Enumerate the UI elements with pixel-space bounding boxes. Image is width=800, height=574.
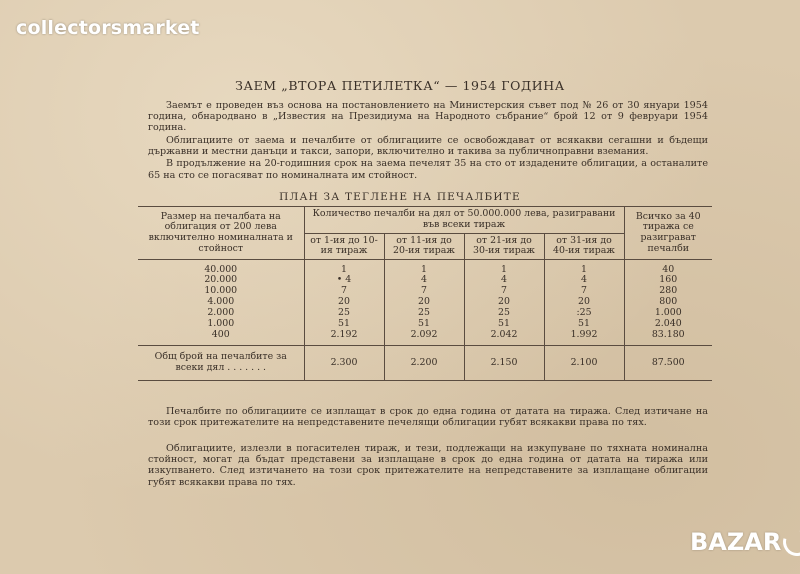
draw-count: 51: [338, 318, 350, 330]
draws-21-30-column: [464, 260, 544, 346]
prize-size: 400: [211, 328, 230, 340]
draw-count: 51: [578, 318, 590, 330]
draw-count: 25: [498, 307, 510, 319]
prize-plan-table: [138, 206, 712, 381]
paragraph-tax-exemption: Облигациите от заема и печалбите от облигациите се освобождават от всякакви сегашни и бъдещи държавни и местни данъци и такси, запори, включително и такива за публичноправни вземания.: [148, 135, 708, 158]
draw-count: 51: [498, 318, 510, 330]
total-draws-1-10: 2.300: [304, 346, 384, 381]
document-title: ЗАЕМ „ВТОРА ПЕТИЛЕТКА“ — 1954 ГОДИНА: [235, 78, 565, 93]
total-draws-21-30: 2.150: [464, 346, 544, 381]
totals-label: Общ брой на печалбите за всеки дял . . . . . . .: [138, 346, 304, 381]
draw-count: 4: [581, 274, 587, 286]
draw-count: 4: [421, 274, 427, 286]
draws-11-20-column: [384, 260, 464, 346]
bazar-logo: [690, 528, 800, 556]
draw-count: 20: [418, 296, 430, 308]
total-prizes: 1.000: [654, 307, 682, 319]
draw-count: 7: [421, 285, 427, 297]
total-prizes: 280: [659, 285, 678, 297]
paragraph-prize-payment: Печалбите по облигациите се изплащат в срок до една година от датата на тиража. След изтичане на този срок притежателите на непредставените печелящи облигации губят всякакви права по тях.: [148, 406, 708, 429]
draw-count: 20: [338, 296, 350, 308]
draw-count: 20: [498, 296, 510, 308]
prize-size: 40.000: [204, 263, 238, 275]
draw-count: :25: [576, 307, 592, 319]
plan-title: ПЛАН ЗА ТЕГЛЕНЕ НА ПЕЧАЛБИТЕ: [279, 191, 521, 203]
draw-count: 2.192: [330, 328, 358, 340]
prize-size: 20.000: [204, 274, 238, 286]
collectorsmarket-watermark: collectorsmarket: [16, 17, 200, 39]
total-draws-31-40: 2.100: [544, 346, 624, 381]
draw-count: 25: [418, 307, 430, 319]
total-prizes: 40: [662, 263, 675, 275]
header-total-prizes: Всичко за 40 тиража се разиграват печалби: [624, 207, 712, 260]
paragraph-legal-basis: Заемът е проведен въз основа на постановлението на Министерския съвет под № 26 от 30 януари 1954 година, обнародвано в „Известия на Президиума на Народното събрание“ брой 12 от 9 февруари 1954 година.: [148, 100, 708, 134]
bazar-logo-text: BAZAR: [690, 528, 782, 556]
draw-count: 2.092: [410, 328, 438, 340]
draw-count: 1: [581, 263, 587, 275]
subheader-draws-21-30: от 21-ия до 30-ия тираж: [464, 233, 544, 260]
subheader-draws-31-40: от 31-ия до 40-ия тираж: [544, 233, 624, 260]
draws-31-40-column: [544, 260, 624, 346]
draw-count: 25: [338, 307, 350, 319]
total-prizes: 160: [659, 274, 678, 286]
subheader-draws-1-10: от 1-ия до 10-ия тираж: [304, 233, 384, 260]
prize-size: 1.000: [207, 318, 235, 330]
draw-count: 1.992: [570, 328, 598, 340]
draw-count: • 4: [336, 274, 352, 286]
header-prize-count: Количество печалби на дял от 50.000.000 лева, разигравани във всеки тираж: [304, 207, 624, 234]
bazar-logo-icon: [778, 523, 800, 561]
paragraph-redemption: Облигациите, излезли в погасителен тираж, и тези, подлежащи на изкупуване по тяхната номинална стойност, могат да бъдат представени за изплащане в срок до една година от датата на тиража или изкупването. След изтичането на този срок притежателите на непредставените за изплащане облигации губят всякакви права по тях.: [148, 443, 708, 488]
total-prizes: 2.040: [654, 318, 682, 330]
total-prizes-column: [624, 260, 712, 346]
prize-size-column: [138, 260, 304, 346]
draw-count: 7: [341, 285, 347, 297]
draw-count: 1: [341, 263, 347, 275]
total-prizes: 800: [659, 296, 678, 308]
draw-count: 2.042: [490, 328, 518, 340]
draws-1-10-column: [304, 260, 384, 346]
grand-total: 87.500: [624, 346, 712, 381]
draw-count: 1: [421, 263, 427, 275]
prize-size: 10.000: [204, 285, 238, 297]
subheader-draws-11-20: от 11-ия до 20-ия тираж: [384, 233, 464, 260]
paragraph-loan-term: В продължение на 20-годишния срок на заема печелят 35 на сто от издадените облигации, а останалите 65 на сто се погасяват по номиналната им стойност.: [148, 158, 708, 181]
draw-count: 20: [578, 296, 590, 308]
draw-count: 7: [501, 285, 507, 297]
prize-size: 4.000: [207, 296, 235, 308]
prize-size: 2.000: [207, 307, 235, 319]
draw-count: 1: [501, 263, 507, 275]
draw-count: 7: [581, 285, 587, 297]
header-prize-size: Размер на печалбата на облигация от 200 лева включително номиналната и стойност: [138, 207, 304, 260]
draw-count: 51: [418, 318, 430, 330]
total-prizes: 83.180: [651, 328, 685, 340]
total-draws-11-20: 2.200: [384, 346, 464, 381]
draw-count: 4: [501, 274, 507, 286]
